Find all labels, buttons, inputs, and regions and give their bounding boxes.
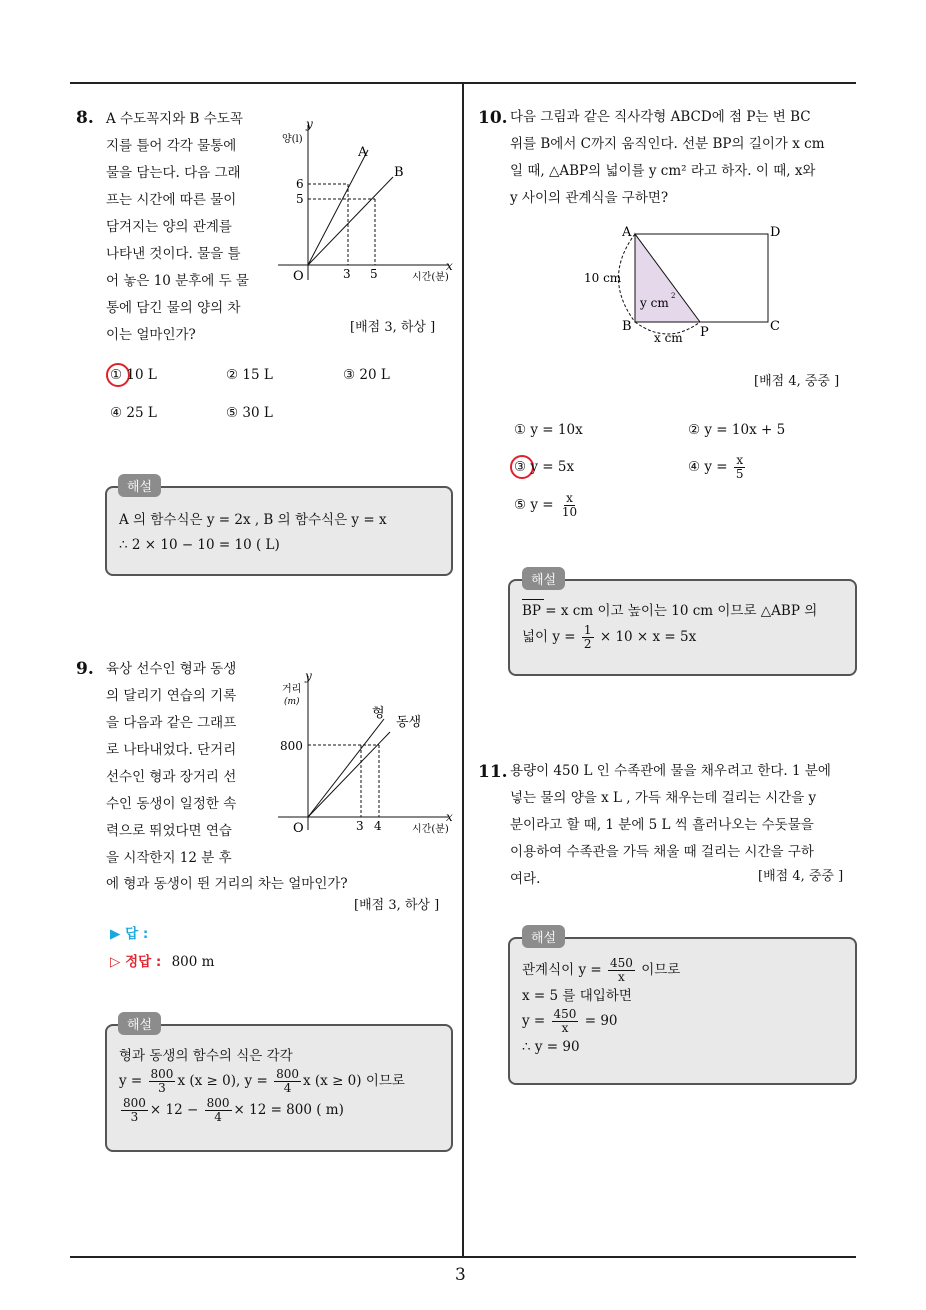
q9-line: 선수인 형과 장거리 선 <box>106 769 237 785</box>
q9-line: 력으로 뛰었다면 연습 <box>106 823 232 839</box>
q8-x-axis-label: x <box>446 259 453 273</box>
q8-text <box>106 106 266 349</box>
q8-line: A 수도꼭지와 B 수도꼭 <box>106 111 243 127</box>
q9-sol-part1: x (x ≥ 0), y = <box>177 1073 268 1089</box>
q9-line-a <box>308 719 384 817</box>
q9-fraction: $\frac{800}{3}$ <box>150 1067 174 1095</box>
q9-line: 육상 선수인 형과 동생 <box>106 661 237 677</box>
q11-solution-line <box>522 1008 843 1035</box>
q8-choice-5[interactable]: ⑤ 30 L <box>226 405 273 421</box>
q10-choice-4[interactable] <box>688 454 748 481</box>
q8-y-label: 양(l) <box>282 134 303 145</box>
q9-number: 9. <box>76 659 94 679</box>
q9-answer-row[interactable] <box>110 922 148 942</box>
q10-area-label: y cm <box>640 296 669 310</box>
q8-solution-line: ∴ 2 × 10 − 10 = 10 ( L) <box>119 537 280 553</box>
q10-choice-5-label: ⑤ y = <box>514 497 554 513</box>
q8-line: 프는 시간에 따른 물이 <box>106 192 237 208</box>
q11-sol-line3-post: = 90 <box>584 1013 618 1029</box>
q9-score: [배점 3, 하상 ] <box>354 898 440 913</box>
q9-solution-box <box>105 1024 453 1152</box>
q8-line: 통에 담긴 물의 양의 차 <box>106 300 241 316</box>
q8-x-tick: 3 <box>343 267 351 281</box>
q10-solution-box <box>508 579 857 676</box>
q11-fraction: $\frac{450}{x}$ <box>553 1007 577 1035</box>
q11-sol-pre: 관계식이 y = <box>522 962 602 978</box>
q10-area-sup: 2 <box>671 292 676 300</box>
q9-fraction: $\frac{800}{4}$ <box>276 1067 299 1095</box>
q8-line: 이는 얼마인가? <box>106 327 196 343</box>
q9-x-axis-label: x <box>446 810 453 824</box>
q10-figure <box>580 218 800 348</box>
q10-choice-5[interactable] <box>514 492 581 519</box>
q9-line: 수인 동생이 일정한 속 <box>106 796 237 812</box>
q9-y-axis-label: y <box>305 669 312 683</box>
q11-solution-line: x = 5 를 대입하면 <box>522 988 632 1004</box>
q9-x-tick: 3 <box>356 819 364 833</box>
q9-fraction: $\frac{800}{4}$ <box>206 1096 230 1124</box>
q9-solution-line <box>119 1097 439 1124</box>
q9-answer-label: ▶ 답 : <box>110 926 149 942</box>
q9-correct-label: ▷ 정답 : <box>110 954 162 970</box>
q9-fraction: $\frac{800}{3}$ <box>123 1096 146 1124</box>
q8-solution-line: A 의 함수식은 y = 2x , B 의 함수식은 y = x <box>119 512 387 528</box>
q10-sol-post: × 10 × x = 5x <box>599 629 697 645</box>
q9-x-tick: 4 <box>374 819 382 833</box>
q10-overline <box>522 599 544 600</box>
q9-sol-y: y = <box>119 1073 143 1089</box>
q11-sol-line3-pre: y = <box>522 1013 546 1029</box>
q10-choice-3[interactable]: ③ y = 5x <box>514 459 575 475</box>
q11-line: 이용하여 수족관을 가득 채울 때 걸리는 시간을 구하 <box>510 844 814 860</box>
q10-label-d: D <box>770 225 781 240</box>
q8-solution-tag: 해설 <box>118 474 161 497</box>
q11-line: 분이라고 할 때, 1 분에 5 L 씩 흘러나오는 수돗물을 <box>510 817 814 833</box>
q9-last-line: 에 형과 동생이 뛴 거리의 차는 얼마인가? <box>106 876 348 892</box>
q11-fraction: $\frac{450}{x}$ <box>609 956 633 984</box>
q9-y-tick: 800 <box>280 739 303 753</box>
q10-line: 다음 그림과 같은 직사각형 ABCD에 점 P는 변 BC <box>510 109 811 125</box>
q10-label-c: C <box>770 319 780 334</box>
q9-line-a-label: 형 <box>372 706 385 721</box>
q11-line: 넣는 물의 양을 x L , 가득 채우는데 걸리는 시간을 y <box>510 790 817 806</box>
q10-line: 일 때, △ABP의 넓이를 y cm² 라고 하자. 이 때, x와 <box>510 163 816 179</box>
q10-choice-5-fraction: $\frac{x}{10}$ <box>561 491 578 519</box>
q8-solution-box <box>105 486 453 576</box>
q11-solution-line: ∴ y = 90 <box>522 1039 580 1055</box>
q10-choice-2[interactable]: ② y = 10x + 5 <box>688 422 786 438</box>
q10-solution-line <box>522 624 843 651</box>
q10-score: [배점 4, 중중 ] <box>754 374 840 389</box>
q8-origin: O <box>293 269 304 284</box>
q11-score: [배점 4, 중중 ] <box>758 869 844 884</box>
q9-x-label: 시간(분) <box>412 824 449 835</box>
q9-line: 의 달리기 연습의 기록 <box>106 688 237 704</box>
q9-sol-calc2: × 12 = 800 ( m) <box>233 1102 344 1118</box>
q8-line-b <box>308 177 393 265</box>
q9-solution-line: 형과 동생의 함수의 식은 각각 <box>119 1048 293 1064</box>
q10-label-p: P <box>700 325 709 340</box>
q10-label-b: B <box>622 319 632 334</box>
q10-choice-4-fraction: $\frac{x}{5}$ <box>735 453 744 481</box>
q11-line: 여라. <box>510 871 541 887</box>
q8-y-tick: 5 <box>296 192 304 206</box>
q8-choice-4[interactable]: ④ 25 L <box>110 405 157 421</box>
q11-solution-tag: 해설 <box>522 925 565 948</box>
q8-line: 담겨지는 양의 관계를 <box>106 219 232 235</box>
q10-line: y 사이의 관계식을 구하면? <box>510 190 669 206</box>
q10-choice-1[interactable]: ① y = 10x <box>514 422 583 438</box>
q8-y-axis-label: y <box>306 117 313 131</box>
q9-correct-value: 800 m <box>171 954 215 970</box>
q8-choice-2[interactable]: ② 15 L <box>226 367 273 383</box>
q8-number: 8. <box>76 108 94 128</box>
q8-graph <box>268 110 458 290</box>
q9-sol-calc1: × 12 − <box>149 1102 199 1118</box>
q9-y-label: 거리 <box>282 684 302 695</box>
q9-text <box>106 656 266 872</box>
q10-side-length: 10 cm <box>584 271 622 285</box>
q9-correct-row <box>110 950 214 970</box>
q10-label-a: A <box>622 225 632 240</box>
q8-line: 물을 담는다. 다음 그래 <box>106 165 241 181</box>
q10-solution-tag: 해설 <box>522 567 565 590</box>
q8-line-a-label: A <box>358 145 368 160</box>
q9-solution-line <box>119 1068 439 1095</box>
q9-y-unit: (m) <box>284 697 300 707</box>
q8-line: 어 놓은 10 분후에 두 물 <box>106 273 249 289</box>
q10-sol-pre: 넓이 y = <box>522 629 576 645</box>
q8-choice-3[interactable]: ③ 20 L <box>343 367 390 383</box>
q11-solution-line <box>522 957 843 984</box>
q8-line-a <box>308 150 368 265</box>
q10-text <box>510 104 860 212</box>
q9-solution-tag: 해설 <box>118 1012 161 1035</box>
q8-line: 지를 틀어 각각 물통에 <box>106 138 237 154</box>
q9-sol-part2: x (x ≥ 0) 이므로 <box>303 1073 405 1089</box>
q10-line: 위를 B에서 C까지 움직인다. 선분 BP의 길이가 x cm <box>510 136 825 152</box>
q9-origin: O <box>293 821 304 836</box>
q10-number: 10. <box>478 108 508 128</box>
q9-line: 을 시작한지 12 분 후 <box>106 850 232 866</box>
q8-choice-1[interactable]: ① 10 L <box>110 367 157 383</box>
q8-score: [배점 3, 하상 ] <box>350 320 436 335</box>
q10-choice-4-label: ④ y = <box>688 459 728 475</box>
q11-sol-post: 이므로 <box>641 962 681 978</box>
q8-y-tick: 6 <box>296 177 304 191</box>
q9-line: 을 다음과 같은 그래프 <box>106 715 237 731</box>
q9-graph <box>268 664 458 840</box>
q11-solution-box <box>508 937 857 1085</box>
q10-fraction: $\frac{1}{2}$ <box>583 623 592 651</box>
q8-x-tick: 5 <box>370 267 378 281</box>
column-divider <box>462 82 464 1258</box>
q11-number: 11. <box>478 762 508 782</box>
q8-line-b-label: B <box>394 165 404 180</box>
q9-line-b-label: 동생 <box>396 715 422 730</box>
q10-base-length: x cm <box>654 331 683 345</box>
bottom-rule <box>70 1256 856 1258</box>
q11-line: 용량이 450 L 인 수족관에 물을 채우려고 한다. 1 분에 <box>510 763 831 779</box>
q9-line: 로 나타내었다. 단거리 <box>106 742 237 758</box>
q8-x-label: 시간(분) <box>412 272 449 283</box>
page-number: 3 <box>455 1265 466 1285</box>
q10-solution-line: BP = x cm 이고 높이는 10 cm 이므로 △ABP 의 <box>522 603 818 619</box>
q8-line: 나타낸 것이다. 물을 틀 <box>106 246 241 262</box>
